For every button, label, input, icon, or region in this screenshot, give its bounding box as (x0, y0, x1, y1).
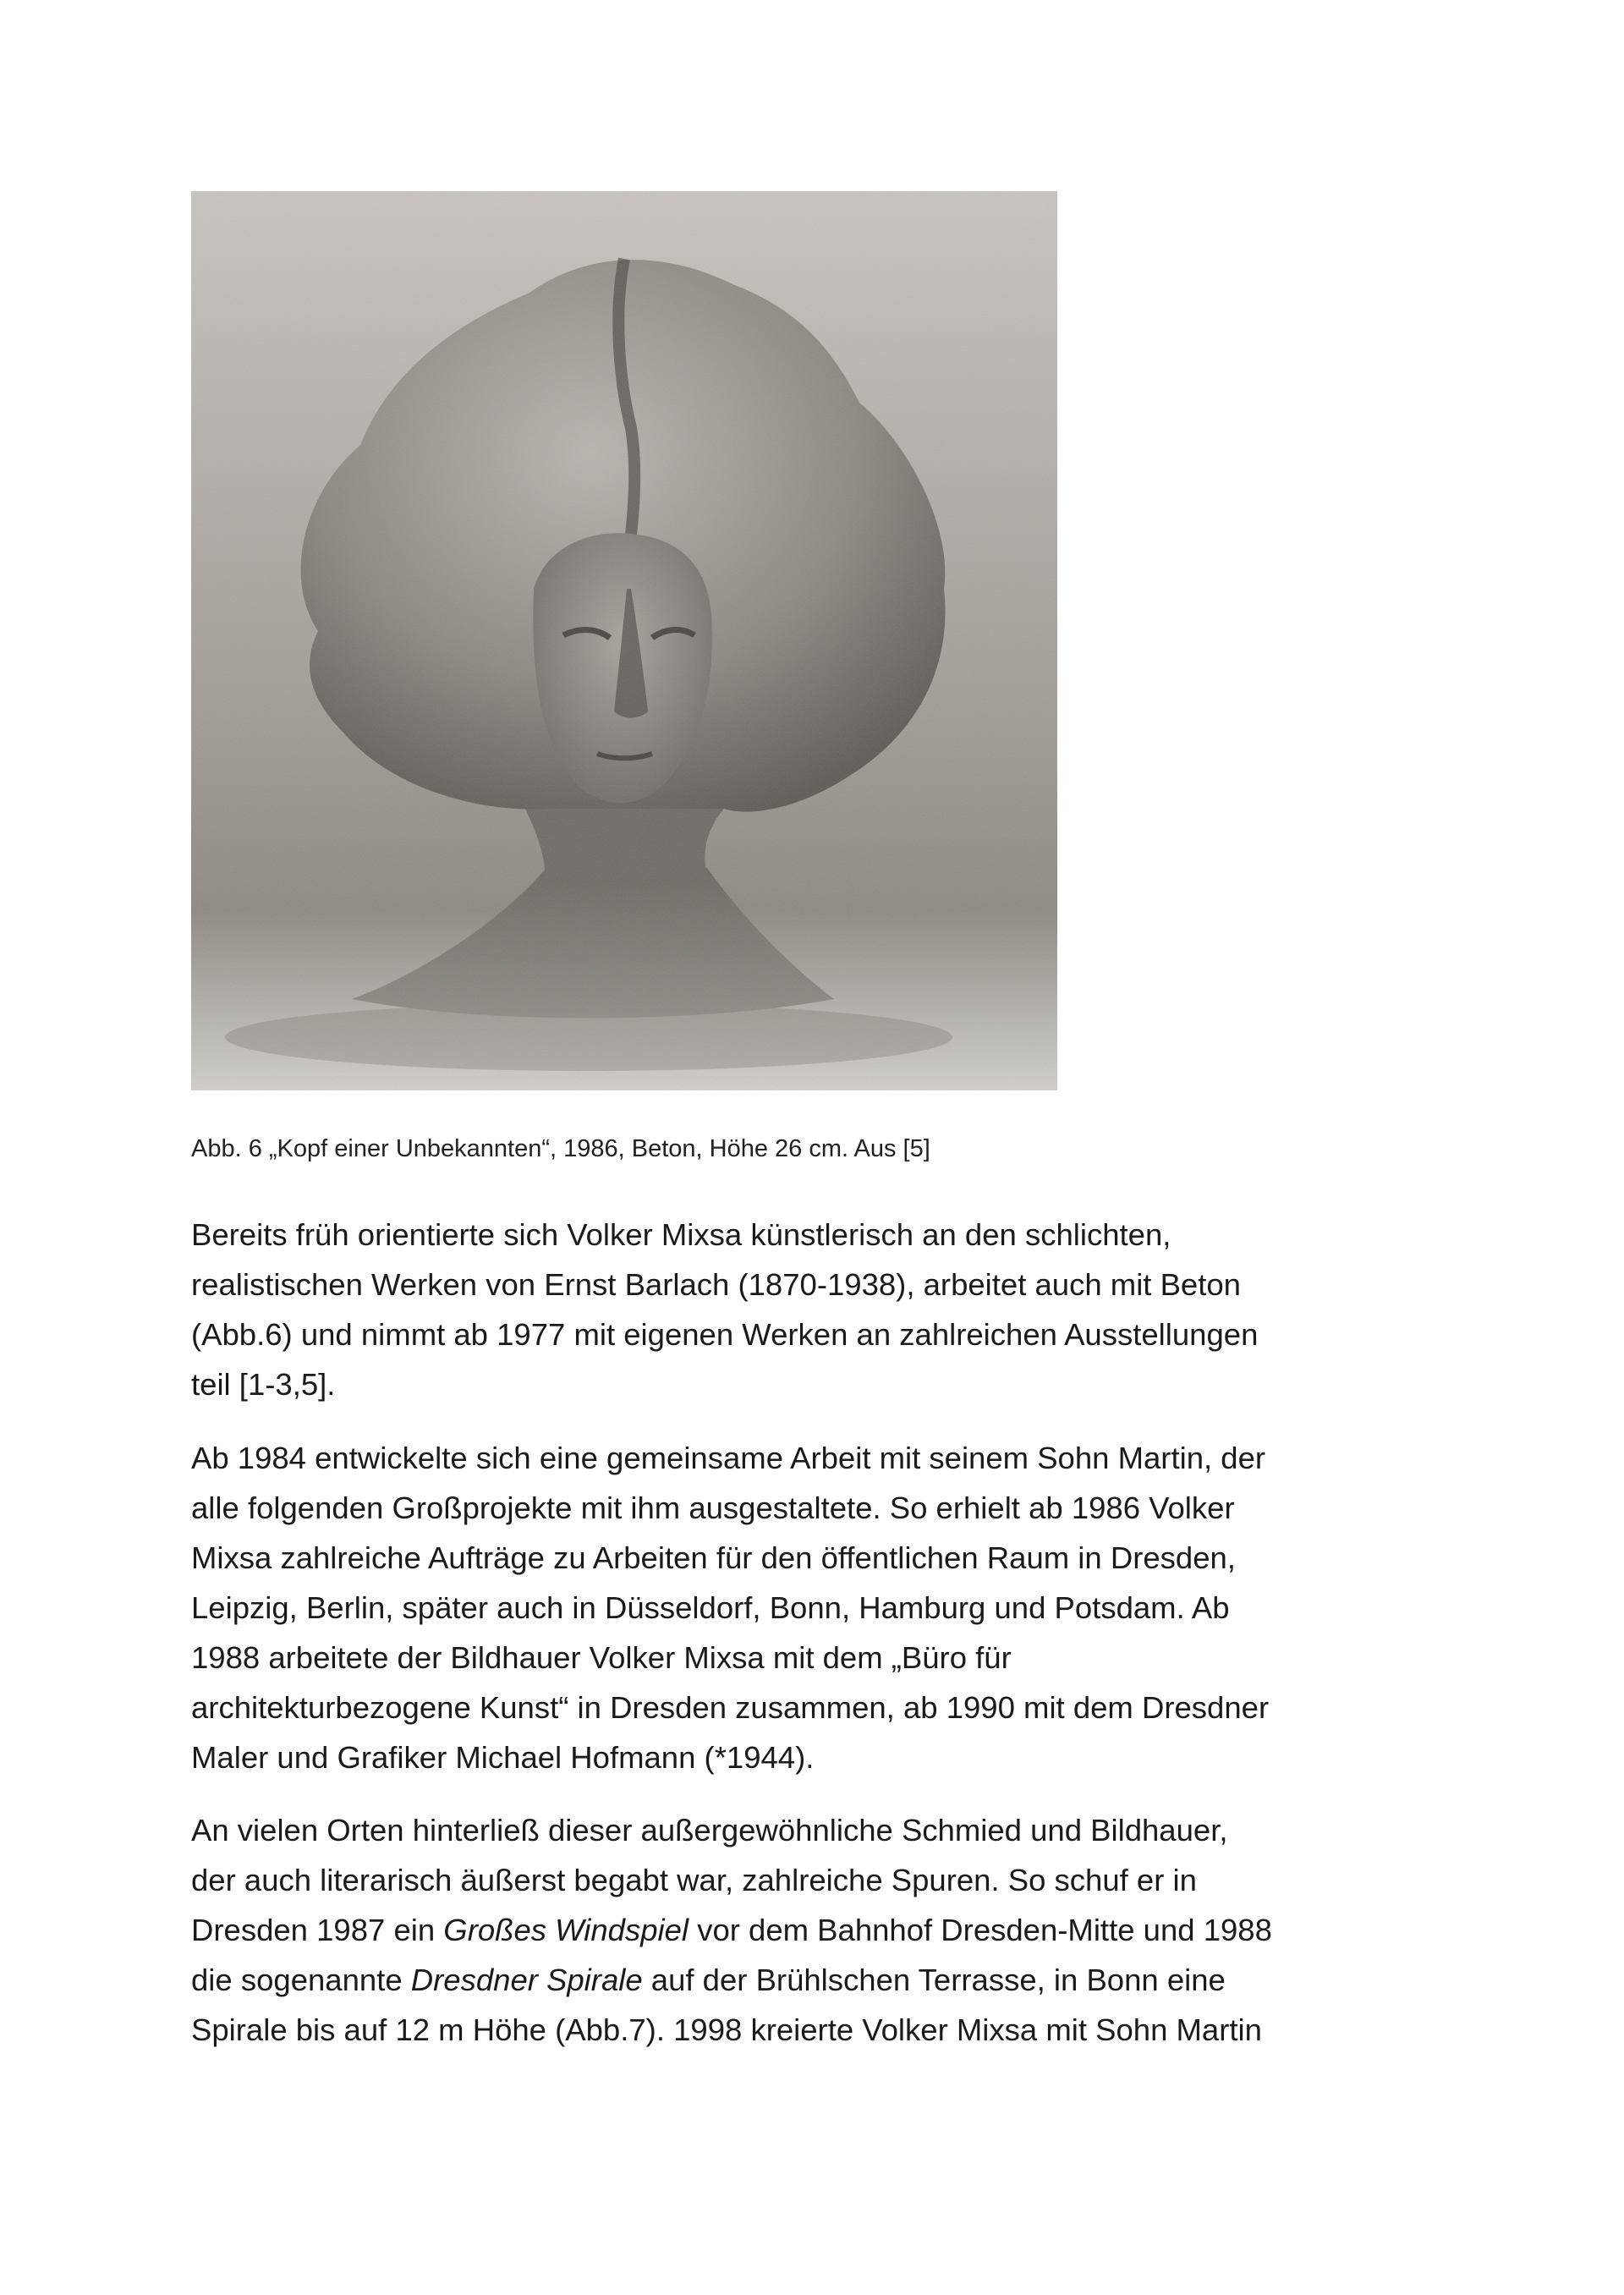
paragraph-line: realistischen Werken von Ernst Barlach (1870-1938), arbeitet auch mit Beton (191, 1267, 1241, 1302)
paragraph-line: architekturbezogene Kunst“ in Dresden zusammen, ab 1990 mit dem Dresdner (191, 1690, 1270, 1725)
paragraph-line: Mixsa zahlreiche Aufträge zu Arbeiten für den öffentlichen Raum in Dresden, (191, 1540, 1236, 1575)
paragraph-line (191, 1955, 1435, 2005)
line-text: An vielen Orten hinterließ dieser außergewöhnliche Schmied und Bildhauer, (191, 1813, 1228, 1848)
artwork-title: Dresdner Spirale (410, 1963, 643, 1997)
sculpture-head-image (191, 191, 1057, 1090)
paragraph-line: Leipzig, Berlin, später auch in Düsseldorf, Bonn, Hamburg und Potsdam. Ab (191, 1590, 1230, 1625)
artwork-title: Großes Windspiel (443, 1913, 689, 1947)
paragraph-2 (191, 1433, 1435, 1782)
line-text: Dresden 1987 ein (191, 1913, 444, 1947)
paragraph-line: 1988 arbeitete der Bildhauer Volker Mixsa mit dem „Büro für (191, 1640, 1012, 1675)
paragraph-line (191, 1805, 1435, 1855)
paragraph-3 (191, 1805, 1435, 2055)
paragraph-line: Maler und Grafiker Michael Hofmann (*1944). (191, 1740, 815, 1775)
line-text: der auch literarisch äußerst begabt war, zahlreiche Spuren. So schuf er in (191, 1863, 1197, 1897)
paragraph-line: Bereits früh orientierte sich Volker Mixsa künstlerisch an den schlichten, (191, 1217, 1171, 1252)
line-text: die sogenannte (191, 1963, 411, 1997)
paragraph-line: (Abb.6) und nimmt ab 1977 mit eigenen Werken an zahlreichen Ausstellungen (191, 1317, 1259, 1352)
paragraph-line (191, 1905, 1435, 1955)
figure-caption: Abb. 6 „Kopf einer Unbekannten“, 1986, Beton, Höhe 26 cm. Aus [5] (191, 1135, 930, 1162)
sculpture-photo (191, 191, 1057, 1090)
paragraph-line (191, 2005, 1435, 2055)
paragraph-1 (191, 1210, 1435, 1409)
paragraph-line: alle folgenden Großprojekte mit ihm ausgestaltete. So erhielt ab 1986 Volker (191, 1491, 1235, 1525)
paragraph-line (191, 1855, 1435, 1905)
line-text: auf der Brühlschen Terrasse, in Bonn eine (642, 1963, 1226, 1997)
paragraph-line: teil [1-3,5]. (191, 1367, 336, 1402)
line-text: vor dem Bahnhof Dresden-Mitte und 1988 (689, 1913, 1272, 1947)
paragraph-line: Ab 1984 entwickelte sich eine gemeinsame Arbeit mit seinem Sohn Martin, der (191, 1441, 1266, 1475)
line-text: Spirale bis auf 12 m Höhe (Abb.7). 1998 kreierte Volker Mixsa mit Sohn Martin (191, 2012, 1262, 2047)
